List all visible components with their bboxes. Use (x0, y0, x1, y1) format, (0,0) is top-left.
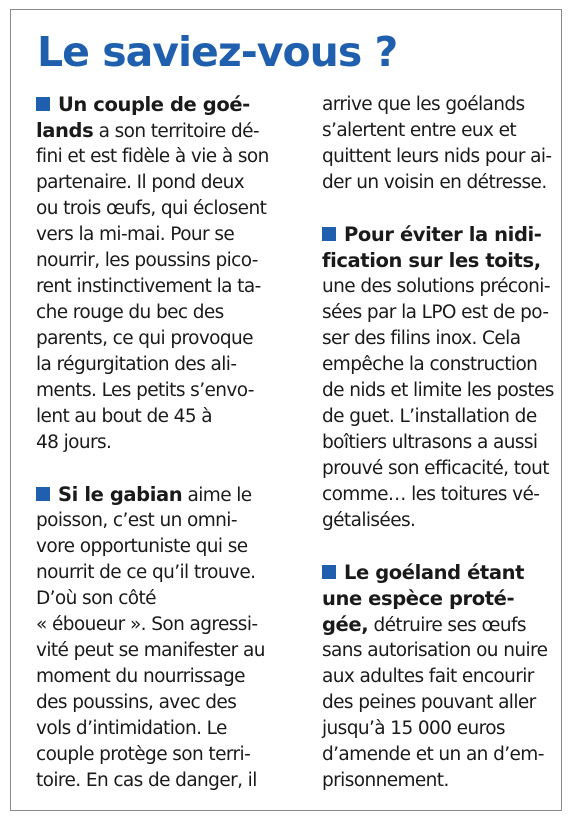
text-line (36, 274, 298, 300)
lead-text: Pour éviter la nidi- (344, 223, 542, 246)
body-text: prisonnement. (322, 770, 449, 791)
body-text: quittent leurs nids pour ai- (322, 146, 552, 167)
body-text: ments. Les petits s’envo- (36, 380, 254, 401)
body-text: ser des filins inox. Cela (322, 328, 521, 349)
body-text: empêche la construction (322, 354, 538, 375)
paragraph-gap (36, 456, 298, 482)
body-text: des peines pouvant aller (322, 692, 536, 713)
text-line (36, 430, 298, 456)
text-line (36, 716, 298, 742)
body-text: gétalisées. (322, 510, 416, 531)
body-text: boîtiers ultrasons a aussi (322, 432, 538, 453)
text-line (322, 768, 554, 794)
body-text: s’alertent entre eux et (322, 120, 517, 141)
body-text: lent au bout de 45 à (36, 406, 213, 427)
text-line (36, 196, 298, 222)
text-line (322, 144, 554, 170)
text-line (322, 690, 554, 716)
text-line (36, 144, 298, 170)
square-bullet-icon (322, 227, 336, 241)
text-line (322, 170, 554, 196)
text-line (36, 664, 298, 690)
lead-text: Un couple de goé- (58, 93, 250, 116)
body-text: une des solutions préconi- (322, 276, 550, 297)
body-text: D’où son côté (36, 588, 156, 609)
text-line (322, 742, 554, 768)
body-text: poisson, c’est un omni- (36, 510, 237, 531)
body-text: sans autorisation ou nuire (322, 640, 548, 661)
text-line (36, 612, 298, 638)
text-line (36, 118, 298, 144)
body-text: d’amende et un an d’em- (322, 744, 544, 765)
body-text: parents, ce qui provoque (36, 328, 253, 349)
lead-text: Le goéland étant (344, 561, 525, 584)
text-line (322, 248, 554, 274)
body-text: vols d’intimidation. Le (36, 718, 227, 739)
text-line (36, 534, 298, 560)
body-text: rent instinctivement la ta- (36, 276, 261, 297)
body-text: jusqu’à 15 000 euros (322, 718, 505, 739)
body-text: partenaire. Il pond deux (36, 172, 245, 193)
text-line (322, 274, 554, 300)
body-text: sées par la LPO est de po- (322, 302, 549, 323)
body-text: de nids et limite les postes (322, 380, 554, 401)
text-line (36, 404, 298, 430)
text-line (36, 248, 298, 274)
lead-text: Si le gabian (58, 483, 183, 506)
text-line (322, 664, 554, 690)
text-line (322, 456, 554, 482)
text-line (322, 508, 554, 534)
text-line (36, 170, 298, 196)
text-line (322, 404, 554, 430)
text-line (322, 430, 554, 456)
text-line (36, 482, 298, 508)
text-line (322, 482, 554, 508)
body-text: moment du nourrissage (36, 666, 245, 687)
text-line (36, 352, 298, 378)
body-text: de guet. L’installation de (322, 406, 537, 427)
lead-text: lands (36, 119, 94, 142)
text-line (322, 326, 554, 352)
paragraph-gap (322, 534, 554, 560)
body-text: comme… les toitures vé- (322, 484, 540, 505)
body-text: nourrit de ce qu’il trouve. (36, 562, 256, 583)
square-bullet-icon (36, 97, 50, 111)
body-text: ou trois œufs, qui éclosent (36, 198, 267, 219)
body-text: che rouge du bec des (36, 302, 224, 323)
text-line (36, 560, 298, 586)
text-line (36, 300, 298, 326)
body-text: aime le (182, 485, 252, 506)
lead-text: une espèce proté- (322, 587, 515, 610)
text-line (36, 586, 298, 612)
body-text: « éboueur ». Son agressi- (36, 614, 258, 635)
text-line (36, 508, 298, 534)
body-text: der un voisin en détresse. (322, 172, 547, 193)
body-text: vers la mi-mai. Pour se (36, 224, 235, 245)
body-text: couple protège son terri- (36, 744, 251, 765)
text-line (36, 768, 298, 794)
box-title: Le saviez-vous ? (37, 28, 398, 76)
square-bullet-icon (322, 565, 336, 579)
body-text: la régurgitation des ali- (36, 354, 237, 375)
lead-text: fication sur les toits, (322, 249, 541, 272)
text-line (322, 716, 554, 742)
text-line (322, 222, 554, 248)
text-line (322, 300, 554, 326)
body-text: aux adultes fait encourir (322, 666, 534, 687)
text-line (36, 222, 298, 248)
lead-text: gée, (322, 613, 369, 636)
text-line (36, 378, 298, 404)
text-line (322, 118, 554, 144)
text-line (36, 742, 298, 768)
body-text: prouvé son efficacité, tout (322, 458, 549, 479)
body-text: a son territoire dé- (93, 121, 259, 142)
text-line (36, 326, 298, 352)
text-line (36, 690, 298, 716)
text-line (36, 92, 298, 118)
text-line (322, 638, 554, 664)
body-text: vité peut se manifester au (36, 640, 265, 661)
body-text: des poussins, avec des (36, 692, 237, 713)
body-text: toire. En cas de danger, il (36, 770, 257, 791)
body-text: détruire ses œufs (368, 615, 526, 636)
body-text: arrive que les goélands (322, 94, 525, 115)
text-line (322, 92, 554, 118)
body-text: nourrir, les poussins pico- (36, 250, 258, 271)
text-line (36, 638, 298, 664)
text-line (322, 586, 554, 612)
square-bullet-icon (36, 487, 50, 501)
text-line (322, 352, 554, 378)
paragraph-gap (322, 196, 554, 222)
left-column (36, 92, 298, 794)
body-text: fini et est fidèle à vie à son (36, 146, 269, 167)
right-column (322, 92, 554, 794)
body-text: 48 jours. (36, 432, 112, 453)
body-text: vore opportuniste qui se (36, 536, 248, 557)
text-line (322, 612, 554, 638)
text-line (322, 560, 554, 586)
text-line (322, 378, 554, 404)
